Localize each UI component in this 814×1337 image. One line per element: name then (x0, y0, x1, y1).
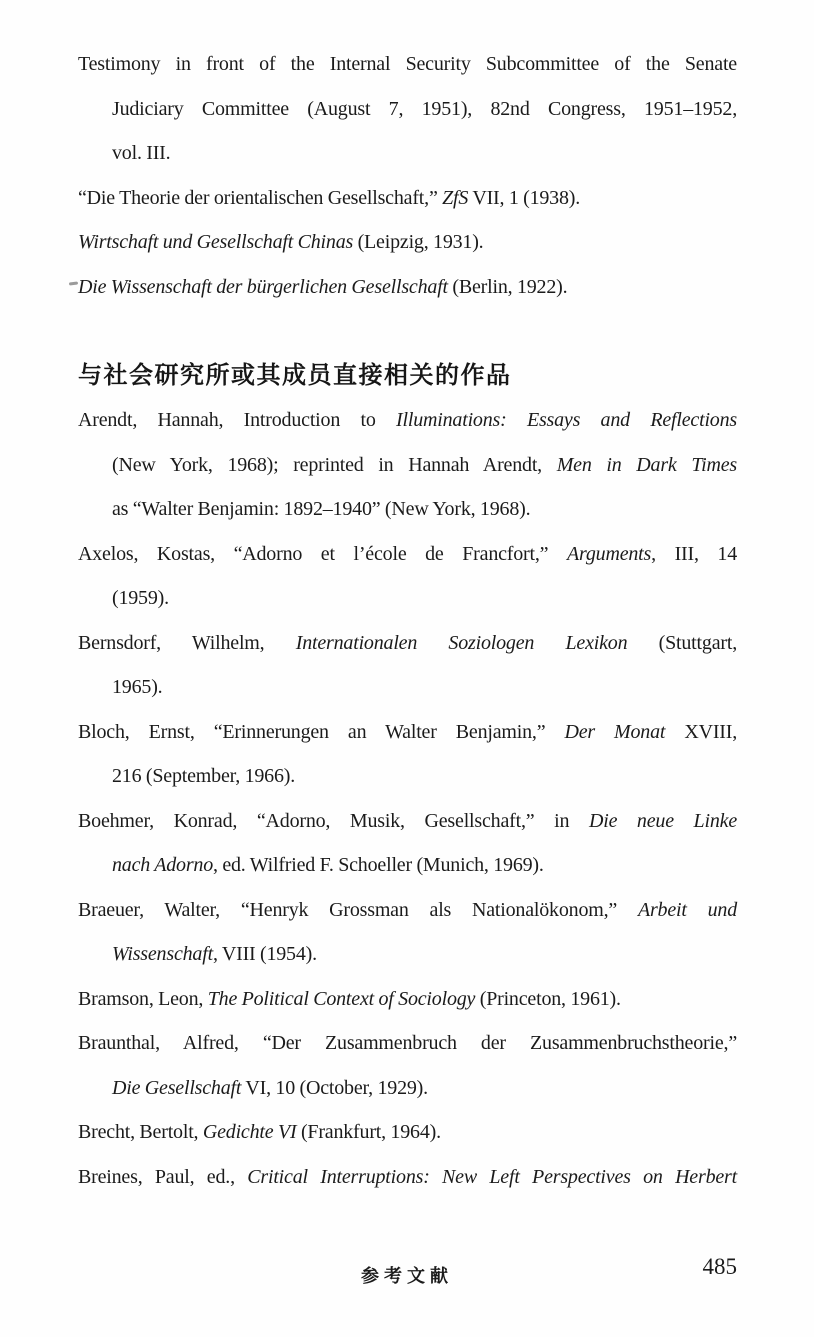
bibliography-line (78, 977, 737, 1022)
bibliography-text: (Frankfurt, 1964). (296, 1121, 441, 1143)
work-title: Die neue Linke (588, 809, 737, 832)
work-title: ZfS (442, 186, 469, 209)
bibliography-line (112, 1066, 737, 1111)
bibliography-text: , III, 14 (651, 542, 737, 565)
bibliography-line (78, 1155, 737, 1200)
bibliography-line (78, 799, 737, 844)
bibliography-text: Braunthal, Alfred, “Der Zusammenbruch der Zusammenbruchstheorie,” (78, 1032, 737, 1054)
bibliography-text-block (78, 42, 737, 1199)
work-title: Wissenschaft (112, 943, 213, 965)
work-title: Arguments (567, 542, 652, 565)
work-title: Wirtschaft und Gesellschaft Chinas (78, 231, 354, 253)
bibliography-text: Axelos, Kostas, “Adorno et l’école de Francfort,” (78, 542, 567, 565)
bibliography-text: , VIII (1954). (212, 943, 317, 965)
bibliography-text: Boehmer, Konrad, “Adorno, Musik, Gesellschaft,” in (78, 809, 589, 832)
work-title: nach Adorno (112, 854, 214, 876)
bibliography-text: (Princeton, 1961). (475, 987, 621, 1010)
bibliography-text: Judiciary Committee (August 7, 1951), 82nd Congress, 1951–1952, (112, 97, 737, 120)
bibliography-line (78, 1021, 737, 1066)
bibliography-line (112, 131, 737, 176)
bibliography-line (78, 1110, 737, 1155)
footer-title: 参考文献 (361, 1266, 453, 1286)
bibliography-line (78, 621, 737, 666)
bibliography-line (78, 176, 737, 221)
bibliography-line (78, 888, 737, 933)
bibliography-line (78, 220, 737, 265)
bibliography-line (78, 42, 737, 87)
bibliography-text: (1959). (112, 587, 169, 609)
main-lines-block (78, 398, 737, 1199)
bibliography-text: 216 (September, 1966). (112, 765, 296, 787)
page-footer (0, 1254, 814, 1290)
bibliography-text: (New York, 1968); reprinted in Hannah Arendt, (112, 453, 557, 476)
bibliography-line (112, 843, 737, 888)
bibliography-text: XVIII, (665, 720, 737, 743)
work-title: Internationalen Soziologen Lexikon (295, 631, 628, 654)
bibliography-text: as “Walter Benjamin: 1892–1940” (New York, 1968). (112, 498, 531, 520)
bibliography-text: Bernsdorf, Wilhelm, (78, 631, 296, 654)
bibliography-text: 1965). (112, 676, 163, 698)
work-title: Die Wissenschaft der bürgerlichen Gesellschaft (78, 275, 448, 298)
bibliography-line (112, 576, 737, 621)
work-title: Die Gesellschaft (112, 1076, 242, 1099)
bibliography-line (78, 532, 737, 577)
bibliography-line (112, 487, 737, 532)
bibliography-line (112, 665, 737, 710)
bibliography-text: (Berlin, 1922). (447, 275, 568, 298)
bibliography-text: “Die Theorie der orientalischen Gesellschaft,” (78, 186, 443, 209)
work-title: Arbeit und (637, 898, 737, 921)
bibliography-text: , ed. Wilfried F. Schoeller (Munich, 1969). (213, 854, 544, 876)
bibliography-line (112, 443, 737, 488)
bibliography-text: vol. III. (112, 142, 171, 164)
scan-artifact-mark (69, 281, 78, 285)
bibliography-line (78, 710, 737, 755)
page-number: 485 (702, 1254, 737, 1279)
bibliography-text: VI, 10 (October, 1929). (241, 1076, 428, 1099)
bibliography-text: Arendt, Hannah, Introduction to (78, 409, 397, 431)
bibliography-text: Breines, Paul, ed., (78, 1165, 248, 1188)
bibliography-text: (Leipzig, 1931). (353, 231, 484, 253)
bibliography-line (112, 87, 737, 132)
section-gap (78, 309, 737, 354)
work-title: Illuminations: Essays and Reflections (396, 409, 737, 431)
work-title: Critical Interruptions: New Left Perspectives on Herbert (247, 1165, 737, 1188)
work-title: Der Monat (564, 720, 666, 743)
bibliography-line (112, 754, 737, 799)
bibliography-line (112, 932, 737, 977)
top-lines-block (78, 42, 737, 309)
work-title: Gedichte VI (202, 1121, 297, 1143)
bibliography-text: Braeuer, Walter, “Henryk Grossman als Nationalökonom,” (78, 898, 638, 921)
work-title: The Political Context of Sociology (207, 987, 476, 1010)
work-title: Men in Dark Times (556, 453, 737, 476)
bibliography-text: VII, 1 (1938). (468, 186, 581, 209)
bibliography-text: Bloch, Ernst, “Erinnerungen an Walter Benjamin,” (78, 720, 565, 743)
bibliography-text: Testimony in front of the Internal Security Subcommittee of the Senate (78, 53, 737, 75)
bibliography-text: Bramson, Leon, (78, 987, 208, 1010)
bibliography-line (78, 265, 737, 310)
section-heading: 与社会研究所或其成员直接相关的作品 (78, 361, 512, 389)
bibliography-text: Brecht, Bertolt, (78, 1121, 203, 1143)
bibliography-line (78, 398, 737, 443)
bibliography-text: (Stuttgart, (627, 631, 737, 654)
